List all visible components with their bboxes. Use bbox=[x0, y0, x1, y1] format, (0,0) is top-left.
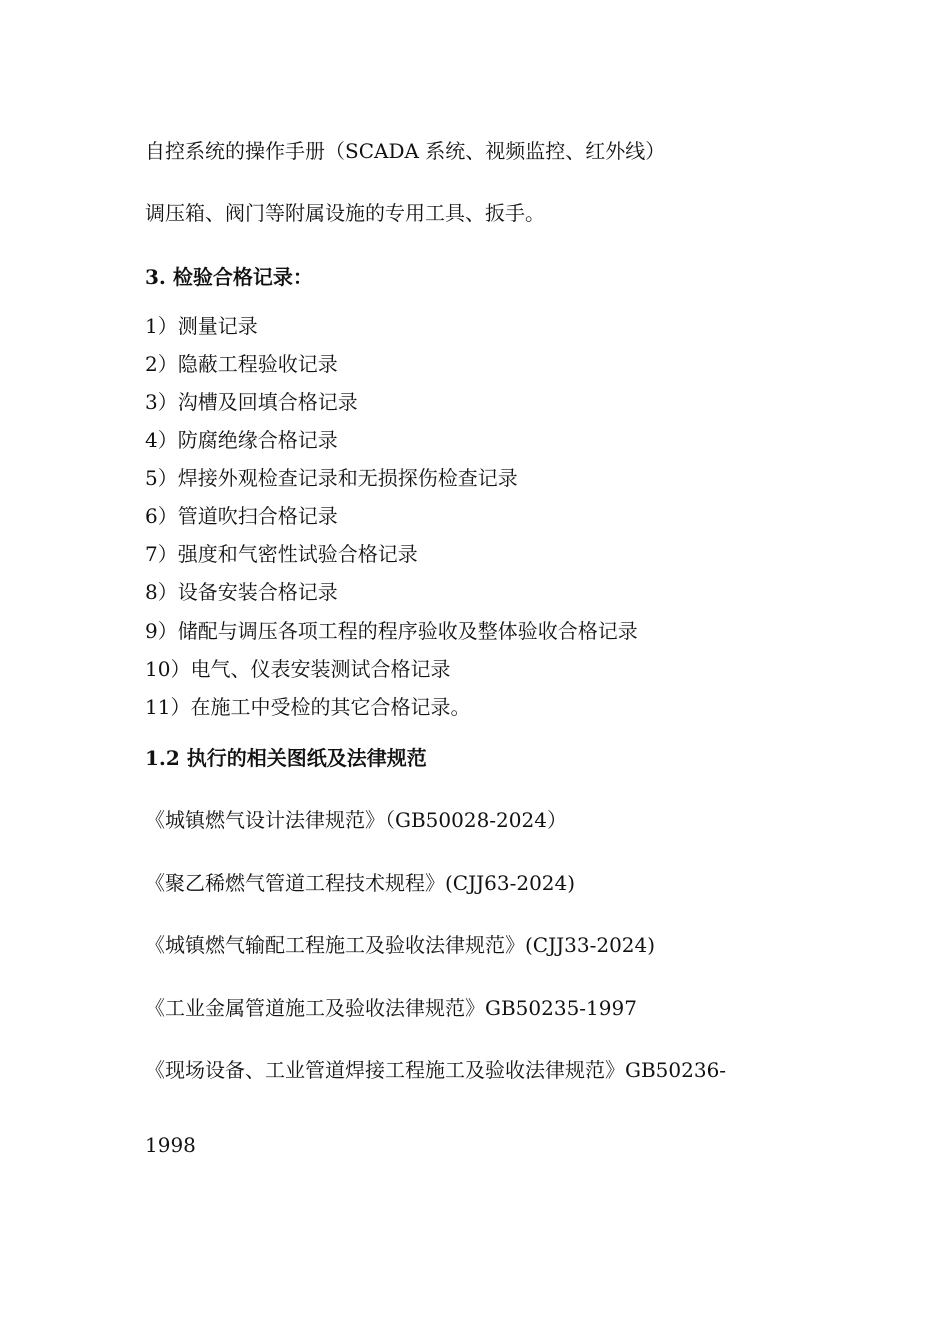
list-item: 2）隐蔽工程验收记录 bbox=[145, 352, 338, 376]
list-item: 9）储配与调压各项工程的程序验收及整体验收合格记录 bbox=[145, 619, 638, 643]
intro-line: 调压箱、阀门等附属设施的专用工具、扳手。 bbox=[145, 201, 545, 225]
list-item: 8）设备安装合格记录 bbox=[145, 580, 338, 604]
standard-reference: 《现场设备、工业管道焊接工程施工及验收法律规范》GB50236- bbox=[145, 1058, 727, 1082]
list-item: 11）在施工中受检的其它合格记录。 bbox=[145, 695, 471, 719]
standard-reference: 《工业金属管道施工及验收法律规范》GB50235-1997 bbox=[145, 996, 637, 1020]
standard-reference: 《城镇燃气输配工程施工及验收法律规范》(CJJ33-2024) bbox=[145, 933, 656, 957]
list-item: 6）管道吹扫合格记录 bbox=[145, 504, 338, 528]
standard-reference: 《聚乙稀燃气管道工程技术规程》(CJJ63-2024) bbox=[145, 871, 576, 895]
standard-reference: 《城镇燃气设计法律规范》（GB50028-2024） bbox=[145, 808, 567, 832]
list-item: 3）沟槽及回填合格记录 bbox=[145, 390, 358, 414]
list-item: 7）强度和气密性试验合格记录 bbox=[145, 542, 418, 566]
list-item: 5）焊接外观检查记录和无损探伤检查记录 bbox=[145, 466, 518, 490]
section-heading: 3. 检验合格记录： bbox=[145, 265, 313, 289]
intro-line: 自控系统的操作手册（SCADA 系统、视频监控、红外线） bbox=[145, 139, 666, 163]
list-item: 4）防腐绝缘合格记录 bbox=[145, 428, 338, 452]
list-item: 1）测量记录 bbox=[145, 314, 258, 338]
standard-reference-continuation: 1998 bbox=[145, 1133, 196, 1157]
list-item: 10）电气、仪表安装测试合格记录 bbox=[145, 657, 451, 681]
section-heading: 1.2 执行的相关图纸及法律规范 bbox=[145, 746, 427, 770]
